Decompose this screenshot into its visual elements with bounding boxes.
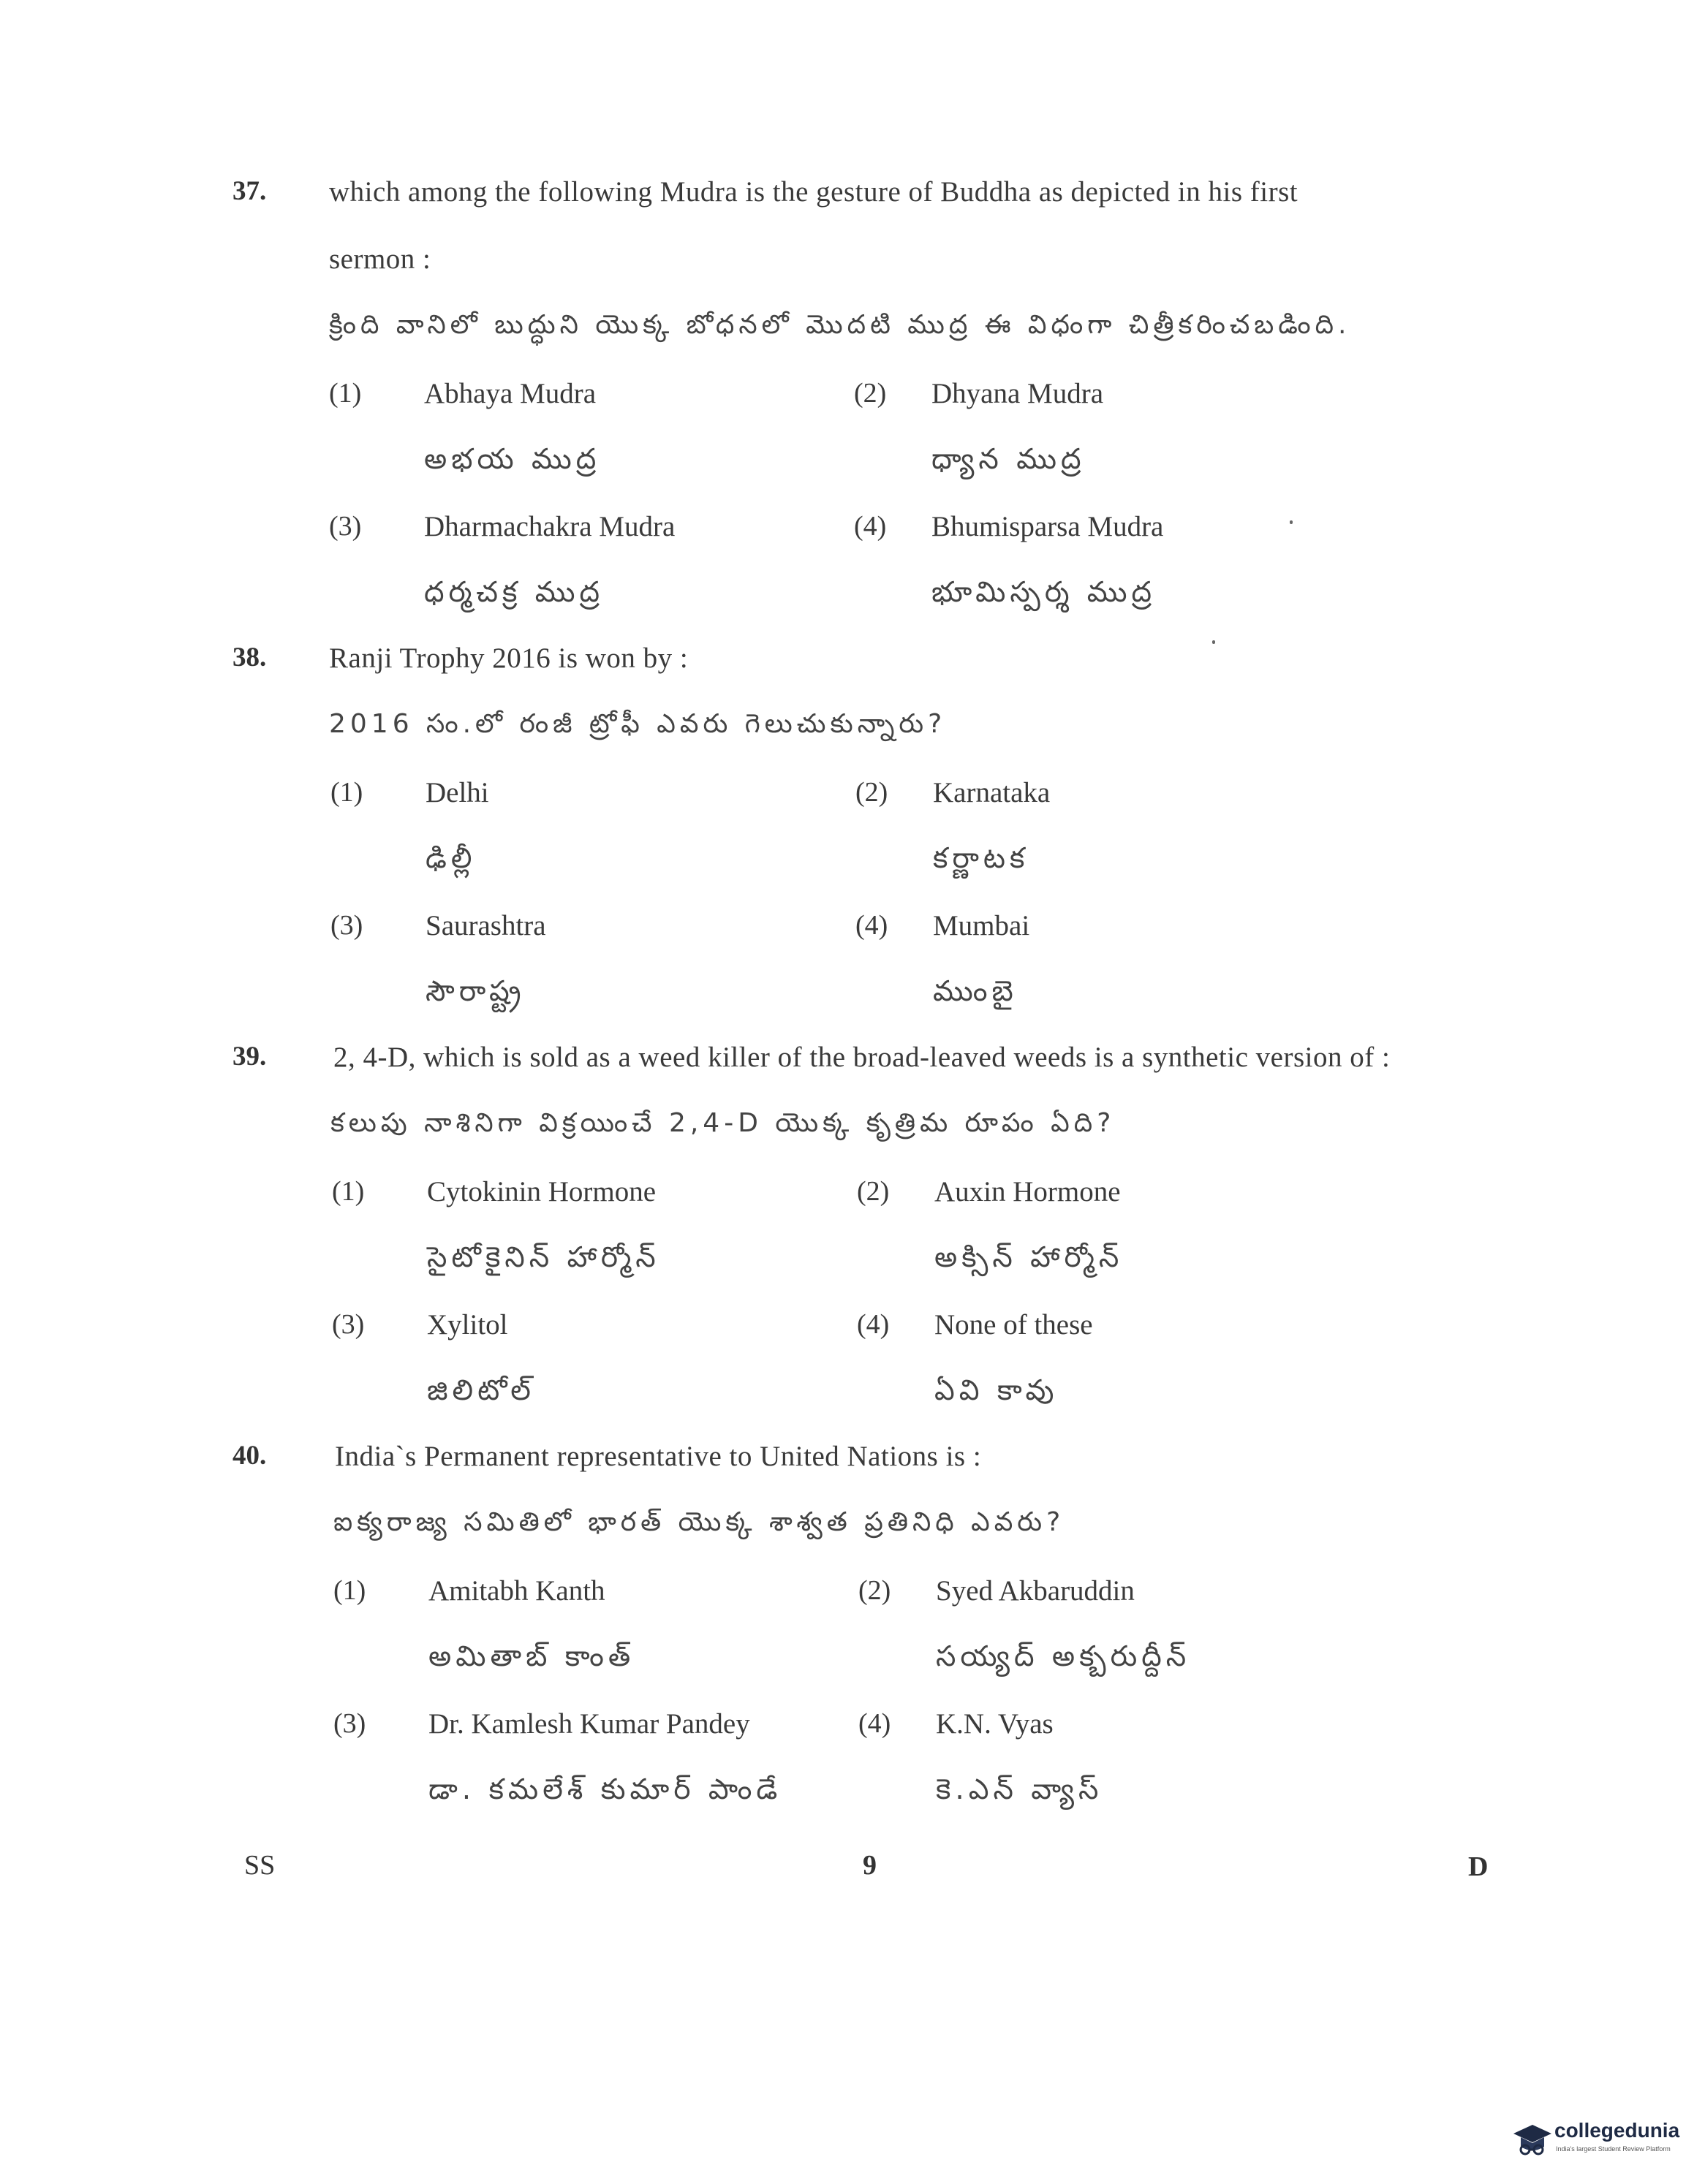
- option-number: (2): [854, 378, 887, 409]
- option-number: (2): [857, 1176, 890, 1207]
- option-number: (3): [329, 511, 362, 542]
- option-text-en: Saurashtra: [426, 910, 546, 941]
- option-number: (4): [857, 1309, 890, 1340]
- option-text-te: సయ్యద్ అక్బరుద్దీన్: [936, 1640, 1191, 1673]
- option-text-te: సైటోకైనిన్ హార్మోన్: [427, 1241, 660, 1274]
- option-number: (4): [858, 1708, 891, 1739]
- graduation-cap-icon: [1511, 2120, 1553, 2158]
- watermark-name: collegedunia: [1554, 2119, 1680, 2142]
- option-text-te: భూమిస్పర్శ ముద్ర: [931, 576, 1157, 609]
- question-text-te: 2016 సం.లో రంజీ ట్రోఫీ ఎవరు గెలుచుకున్నారు?: [329, 709, 947, 739]
- option-text-te: ఏవి కావు: [934, 1374, 1059, 1407]
- option-number: (1): [329, 378, 362, 409]
- question-text-en: India`s Permanent representative to United Nations is :: [335, 1441, 982, 1472]
- question-text-te: కలుపు నాశినిగా విక్రయించే 2,4-D యొక్క కృత్రిమ రూపం ఏది?: [330, 1108, 1116, 1138]
- option-text-en: Auxin Hormone: [934, 1176, 1121, 1207]
- option-number: (4): [855, 910, 888, 941]
- option-text-te: కె.ఎన్ వ్యాస్: [936, 1773, 1103, 1806]
- option-number: (1): [330, 777, 363, 808]
- question-text-en: Ranji Trophy 2016 is won by :: [329, 642, 689, 674]
- question-text-te: ఐక్యరాజ్య సమితిలో భారత్ యొక్క శాశ్వత ప్రతినిధి ఎవరు?: [333, 1507, 1065, 1537]
- option-number: (3): [332, 1309, 365, 1340]
- scan-speck: [1290, 520, 1293, 524]
- option-text-en: Dr. Kamlesh Kumar Pandey: [428, 1708, 750, 1740]
- option-text-en: Bhumisparsa Mudra: [931, 511, 1164, 542]
- question-number: 37.: [232, 176, 267, 206]
- option-text-en: Dharmachakra Mudra: [424, 511, 676, 542]
- option-text-te: ధర్మచక్ర ముద్ర: [424, 576, 605, 609]
- option-text-te: డా. కమలేశ్ కుమార్ పాండే: [428, 1773, 782, 1806]
- option-text-te: అమితాబ్ కాంత్: [428, 1640, 635, 1673]
- question-text-en: 2, 4-D, which is sold as a weed killer of the broad-leaved weeds is a synthetic version of :: [333, 1042, 1391, 1073]
- question-text-te: క్రింది వానిలో బుద్ధుని యొక్క బోధనలో మొదటి ముద్ర ఈ విధంగా చిత్రీకరించబడింది.: [329, 310, 1351, 340]
- option-number: (4): [854, 511, 887, 542]
- option-text-te: ఢిల్లీ: [426, 842, 477, 875]
- footer-code: SS: [244, 1850, 276, 1881]
- option-text-en: Abhaya Mudra: [424, 378, 597, 409]
- option-text-en: Xylitol: [427, 1309, 508, 1341]
- option-number: (2): [858, 1575, 891, 1606]
- option-text-en: Amitabh Kanth: [428, 1575, 605, 1607]
- option-text-te: ధ్యాన ముద్ర: [931, 443, 1086, 476]
- option-text-te: జిలిటోల్: [427, 1374, 535, 1407]
- question-number: 40.: [232, 1441, 267, 1471]
- option-text-en: Delhi: [426, 777, 489, 808]
- option-text-te: సౌరాష్ట్ర: [426, 975, 526, 1008]
- option-text-en: Karnataka: [933, 777, 1051, 808]
- question-number: 38.: [232, 642, 267, 672]
- page-number: 9: [863, 1850, 877, 1881]
- option-number: (3): [333, 1708, 366, 1739]
- option-text-en: None of these: [934, 1309, 1093, 1341]
- collegedunia-watermark: [1511, 2116, 1698, 2167]
- option-number: (2): [855, 777, 888, 808]
- option-text-en: Mumbai: [933, 910, 1030, 941]
- option-number: (1): [332, 1176, 365, 1207]
- booklet-series: D: [1468, 1851, 1489, 1882]
- option-text-en: Dhyana Mudra: [931, 378, 1104, 409]
- option-text-te: కర్ణాటక: [933, 842, 1029, 875]
- option-text-en: Cytokinin Hormone: [427, 1176, 657, 1207]
- option-text-en: Syed Akbaruddin: [936, 1575, 1135, 1607]
- question-text-en: which among the following Mudra is the gesture of Buddha as depicted in his first: [329, 176, 1298, 208]
- watermark-tagline: India's largest Student Review Platform: [1556, 2145, 1671, 2153]
- option-text-te: ముంబై: [933, 975, 1018, 1008]
- option-text-te: అక్సిన్ హార్మోన్: [934, 1241, 1124, 1274]
- option-number: (3): [330, 910, 363, 941]
- scan-speck: [1212, 640, 1215, 644]
- question-number: 39.: [232, 1042, 267, 1072]
- option-number: (1): [333, 1575, 366, 1606]
- option-text-en: K.N. Vyas: [936, 1708, 1054, 1740]
- question-text-en-cont: sermon :: [329, 243, 431, 275]
- option-text-te: అభయ ముద్ర: [424, 443, 601, 476]
